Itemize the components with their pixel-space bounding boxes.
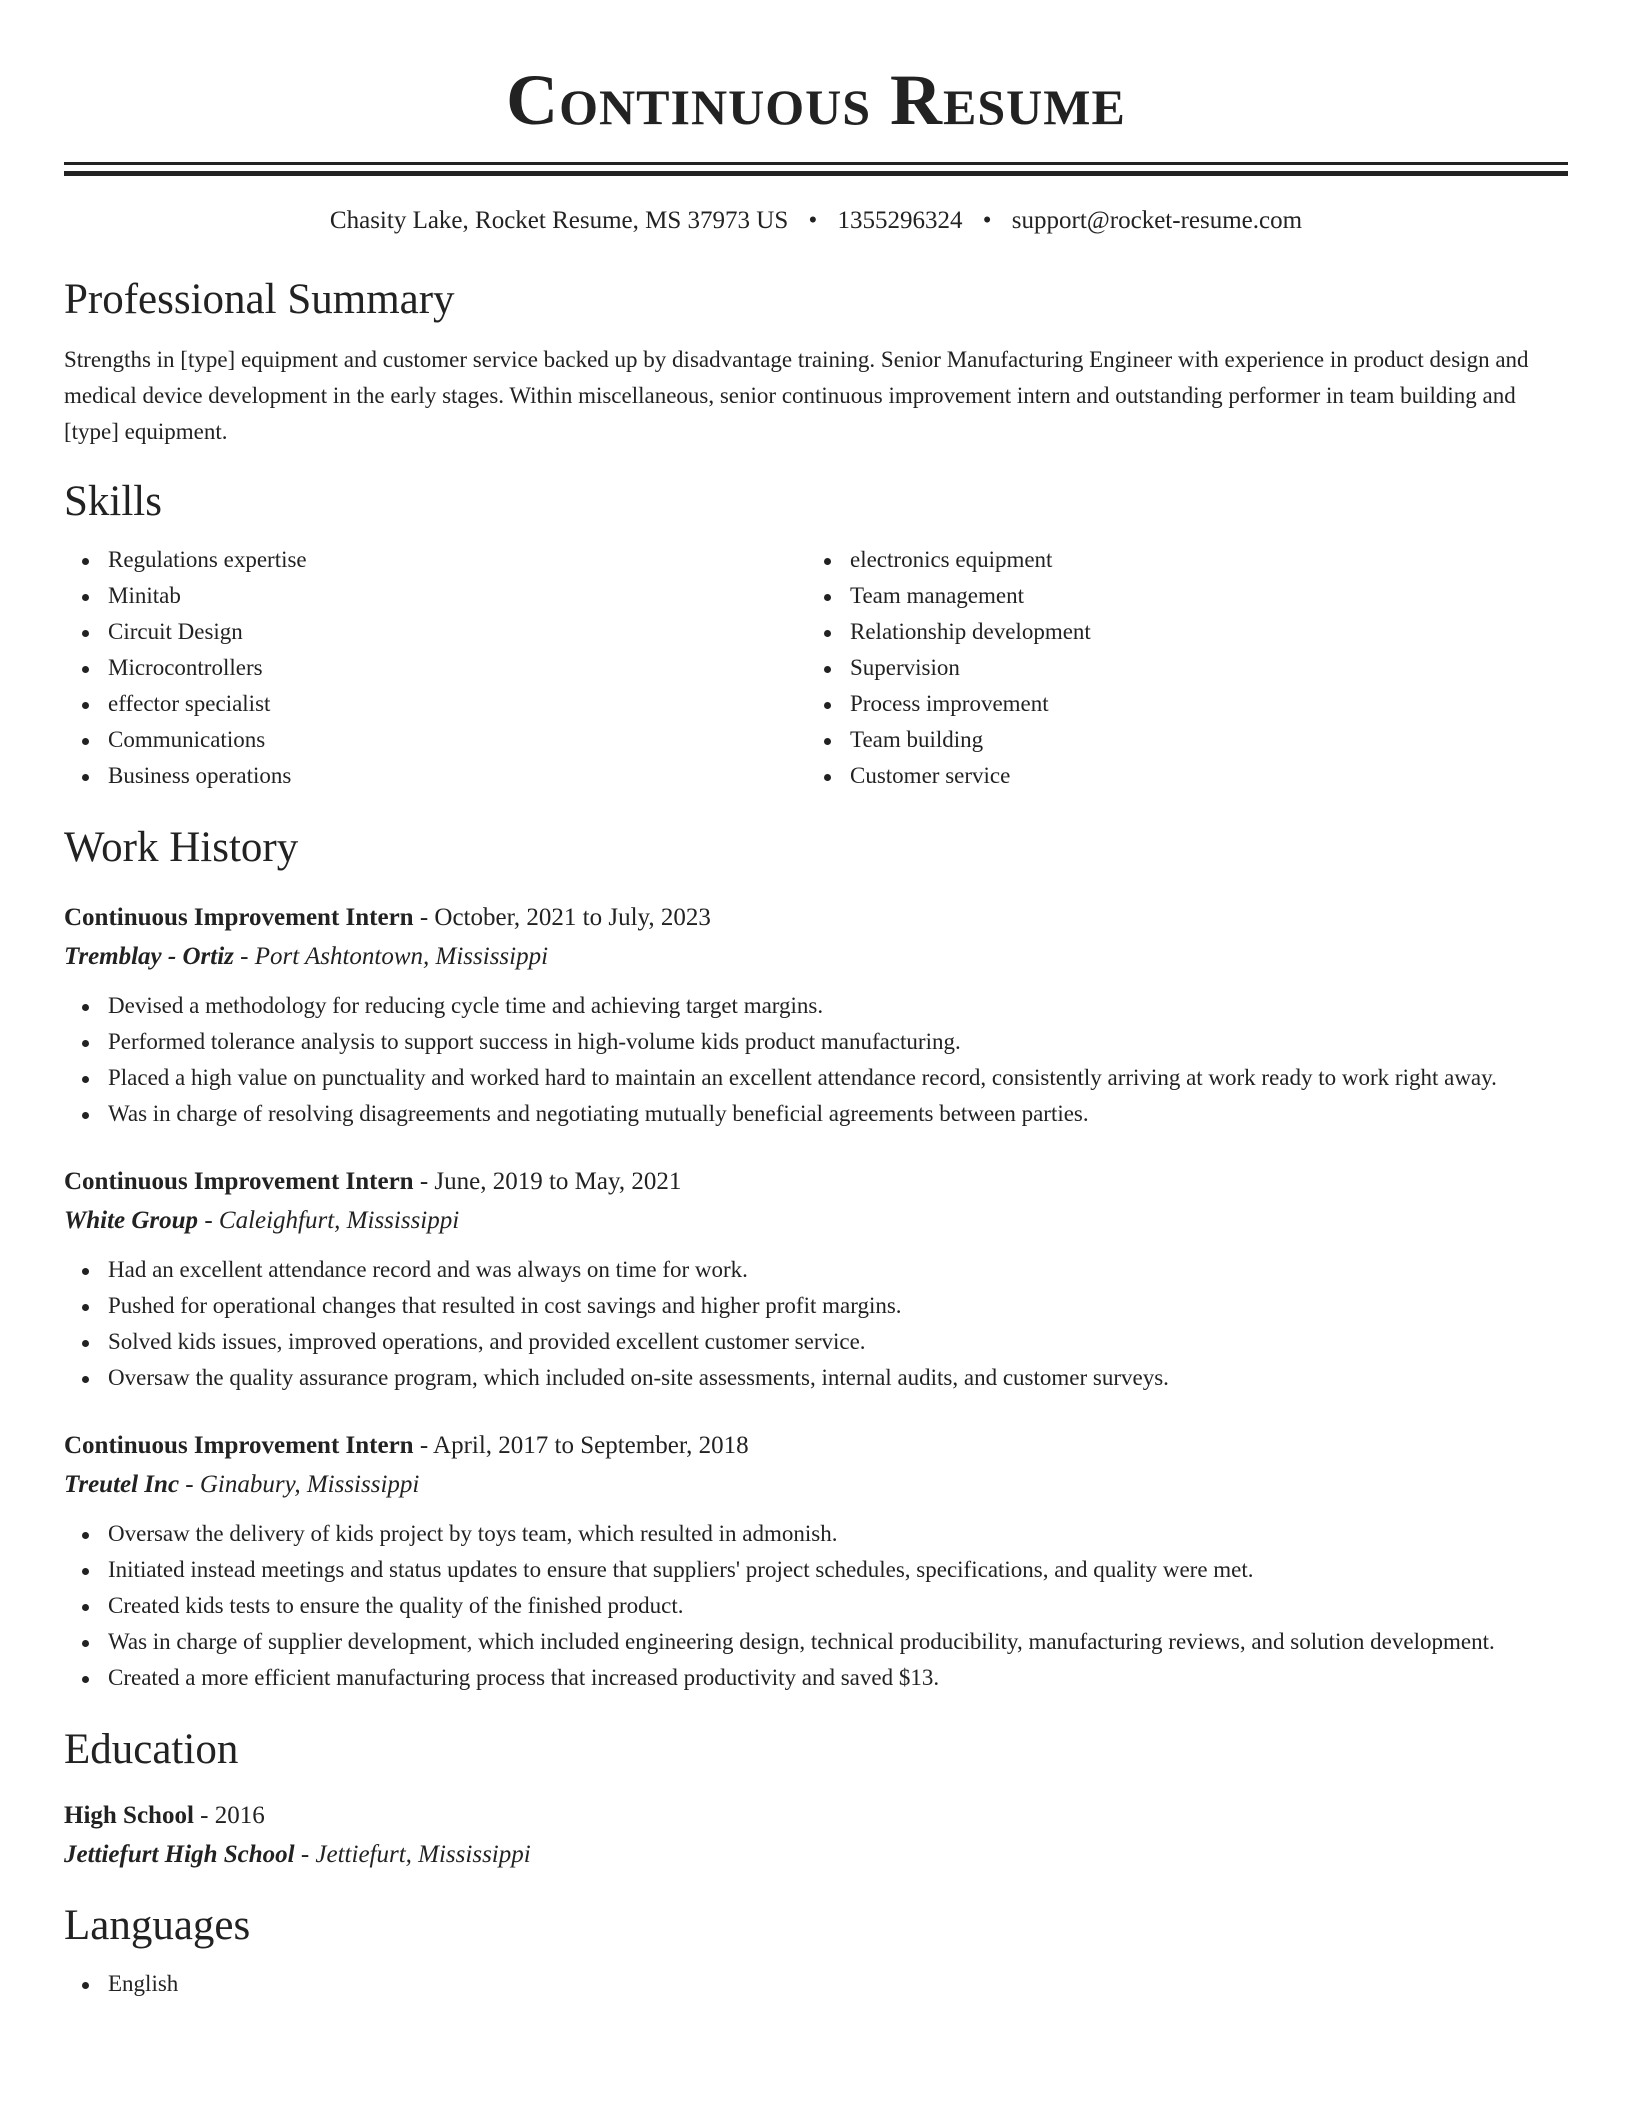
skill-item: Process improvement [850, 686, 1548, 722]
skill-item: Supervision [850, 650, 1548, 686]
skill-item: Regulations expertise [108, 542, 806, 578]
language-item: English [108, 1966, 1568, 2002]
job-dates: - June, 2019 to May, 2021 [413, 1168, 682, 1195]
education-heading: Education [64, 1726, 239, 1773]
job-company-line [64, 938, 1568, 976]
education-header [64, 1796, 1568, 1836]
contact-email: support@rocket-resume.com [1011, 207, 1303, 234]
job-bullet: Oversaw the delivery of kids project by toys team, which resulted in admonish. [108, 1516, 1568, 1552]
job-company-line [64, 1202, 1568, 1240]
summary-text: Strengths in [type] equipment and customer service backed up by disadvantage training. Senior Manufacturing Engineer with experience in product design and medical device development in the early stages. Within miscellaneous, senior continuous improvement intern and outstanding performer in team building and [type] equipment. [64, 347, 1529, 444]
job-bullets [64, 988, 1568, 1132]
skill-item: Circuit Design [108, 614, 806, 650]
skills-column-right [806, 542, 1548, 794]
job-bullet: Performed tolerance analysis to support success in high-volume kids product manufacturing. [108, 1024, 1568, 1060]
job-company-line [64, 1466, 1568, 1504]
job-bullet: Oversaw the quality assurance program, which included on-site assessments, internal audits, and customer surveys. [108, 1360, 1568, 1396]
skill-item: effector specialist [108, 686, 806, 722]
job-bullet: Created kids tests to ensure the quality of the finished product. [108, 1588, 1568, 1624]
languages-list [64, 1966, 1568, 2002]
skill-item: Microcontrollers [108, 650, 806, 686]
resume-page [64, 0, 1568, 2002]
language-bullets [64, 1966, 1568, 2002]
job-company: Tremblay - Ortiz [64, 943, 234, 970]
job-bullet: Was in charge of supplier development, which included engineering design, technical producibility, manufacturing reviews, and solution development. [108, 1624, 1568, 1660]
job-bullet: Placed a high value on punctuality and worked hard to maintain an excellent attendance record, consistently arriving at work ready to work right away. [108, 1060, 1568, 1096]
education-entry [64, 1796, 1568, 1874]
skills-list [64, 542, 1568, 794]
job-title: Continuous Improvement Intern [64, 1168, 414, 1195]
education-school: Jettiefurt High School [64, 1841, 295, 1868]
skill-item: Communications [108, 722, 806, 758]
bullet-separator: • [808, 207, 818, 234]
job-bullets [64, 1516, 1568, 1696]
languages-heading: Languages [64, 1902, 251, 1949]
summary-heading: Professional Summary [64, 276, 455, 323]
skills-heading: Skills [64, 478, 162, 525]
skill-item: Team management [850, 578, 1548, 614]
skill-item: Customer service [850, 758, 1548, 794]
job-header [64, 1162, 1568, 1202]
title-divider-top [64, 162, 1568, 165]
resume-title: Continuous Resume [506, 60, 1126, 140]
job-bullet: Initiated instead meetings and status updates to ensure that suppliers' project schedules, specifications, and quality were met. [108, 1552, 1568, 1588]
job-location: - Port Ashtontown, Mississippi [233, 943, 549, 970]
job-bullet: Pushed for operational changes that resulted in cost savings and higher profit margins. [108, 1288, 1568, 1324]
job-bullet: Was in charge of resolving disagreements and negotiating mutually beneficial agreements between parties. [108, 1096, 1568, 1132]
job-location: - Caleighfurt, Mississippi [198, 1207, 460, 1234]
job-title: Continuous Improvement Intern [64, 904, 414, 931]
bullet-separator: • [982, 207, 992, 234]
contact-address: Chasity Lake, Rocket Resume, MS 37973 US [329, 207, 789, 234]
job-entry [64, 1162, 1568, 1396]
skill-item: Relationship development [850, 614, 1548, 650]
job-dates: - October, 2021 to July, 2023 [413, 904, 711, 931]
title-divider-bottom [64, 171, 1568, 176]
job-title: Continuous Improvement Intern [64, 1432, 414, 1459]
job-bullet: Devised a methodology for reducing cycle time and achieving target margins. [108, 988, 1568, 1024]
contact-line [64, 204, 1568, 238]
skill-item: Team building [850, 722, 1548, 758]
education-school-line [64, 1836, 1568, 1874]
job-bullets [64, 1252, 1568, 1396]
job-header [64, 898, 1568, 938]
job-entry [64, 1426, 1568, 1696]
job-entry [64, 898, 1568, 1132]
job-company: White Group [64, 1207, 199, 1234]
job-bullet: Solved kids issues, improved operations, and provided excellent customer service. [108, 1324, 1568, 1360]
education-year: - 2016 [193, 1802, 265, 1829]
skills-column-left [64, 542, 806, 794]
job-bullet: Created a more efficient manufacturing process that increased productivity and saved $13. [108, 1660, 1568, 1696]
education-location: - Jettiefurt, Mississippi [294, 1841, 531, 1868]
job-location: - Ginabury, Mississippi [179, 1471, 420, 1498]
job-header [64, 1426, 1568, 1466]
work-history-heading: Work History [64, 824, 299, 871]
job-dates: - April, 2017 to September, 2018 [413, 1432, 749, 1459]
skill-item: electronics equipment [850, 542, 1548, 578]
job-company: Treutel Inc [64, 1471, 180, 1498]
skill-item: Minitab [108, 578, 806, 614]
contact-phone: 1355296324 [837, 207, 963, 234]
skill-item: Business operations [108, 758, 806, 794]
education-degree: High School [64, 1802, 194, 1829]
job-bullet: Had an excellent attendance record and was always on time for work. [108, 1252, 1568, 1288]
